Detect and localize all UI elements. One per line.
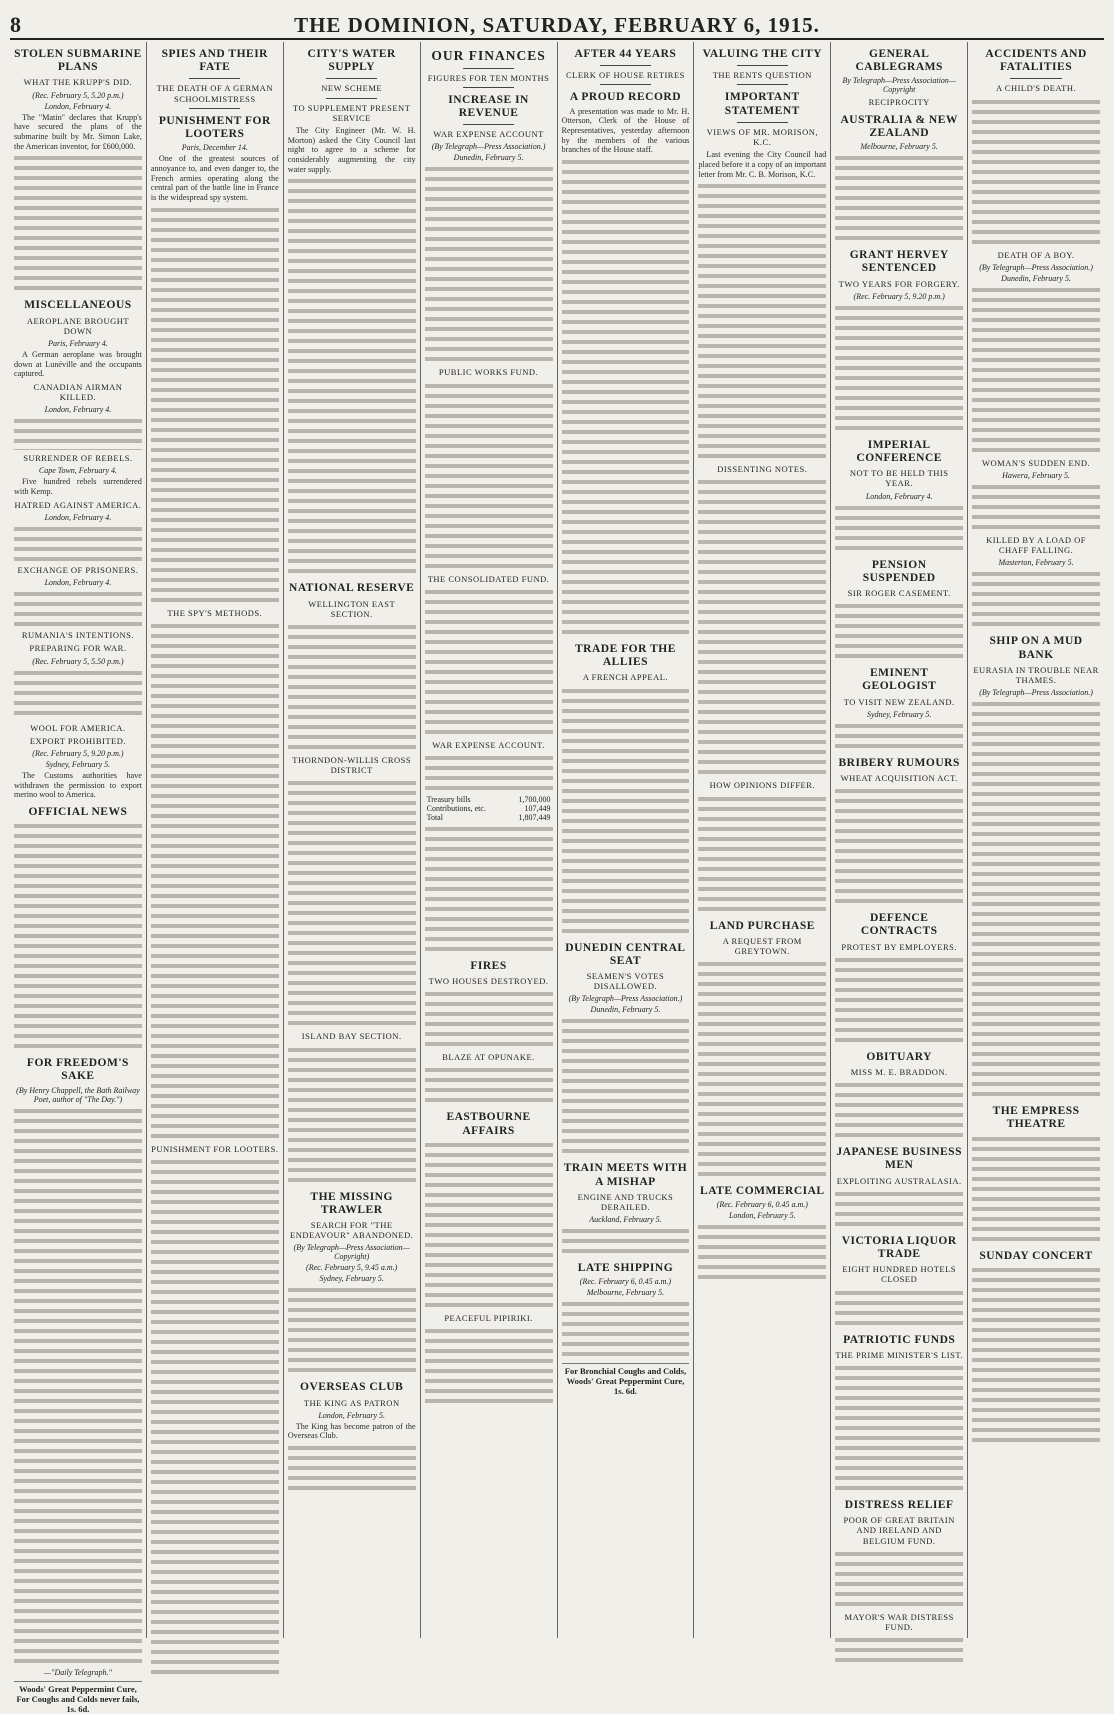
article-body-text [835, 1080, 963, 1140]
article-paragraph: Five hundred rebels surrendered with Kemp. [14, 477, 142, 497]
article-body-text [562, 1299, 690, 1359]
headline: NATIONAL RESERVE [289, 582, 415, 595]
subheadline: FIGURES FOR TEN MONTHS [427, 72, 550, 83]
subheadline: HATRED AGAINST AMERICA. [14, 499, 142, 510]
article-body-text [425, 824, 553, 954]
headline: AUSTRALIA & NEW ZEALAND [840, 113, 958, 139]
dateline: London, February 5. [318, 1410, 386, 1420]
article-body-text [288, 1285, 416, 1375]
dateline: (By Telegraph—Press Association—Copyright) [293, 1243, 410, 1262]
subheadline: EXPLOITING AUSTRALASIA. [836, 1175, 962, 1186]
headline: GRANT HERVEY SENTENCED [849, 249, 949, 275]
article-paragraph: The Customs authorities have withdrawn the permission to export merino wool to America. [14, 770, 142, 800]
headline: ACCIDENTS AND FATALITIES [985, 48, 1087, 74]
dateline: (Rec. February 6, 0.45 a.m.) [716, 1200, 808, 1210]
article-body-text [972, 482, 1100, 532]
headline: INCREASE IN REVENUE [448, 93, 529, 119]
subheadline: RUMANIA'S INTENTIONS. [21, 630, 134, 641]
subheadline: PUBLIC WORKS FUND. [438, 367, 539, 378]
article-paragraph: The King has become patron of the Overseas Club. [287, 1421, 416, 1441]
article-paragraph: The "Matin" declares that Krupp's have secured the plans of the submarine built by Mr. Simon Lake, the American inventor, for £600,000. [14, 112, 142, 151]
dateline: (By Telegraph—Press Association.) [979, 688, 1093, 698]
dateline: Hawera, February 5. [1002, 471, 1071, 480]
subheadline: THE DEATH OF A GERMAN SCHOOLMISTRESS [156, 83, 273, 104]
subheadline: POOR OF GREAT BRITAIN AND IRELAND AND BELGIUM FUND. [843, 1515, 955, 1546]
subheadline: WELLINGTON EAST SECTION. [308, 598, 396, 619]
advertisement: Woods' Great Peppermint Cure, For Coughs and Colds never fails, 1s. 6d. [14, 1681, 142, 1714]
article-body-text [288, 1443, 416, 1493]
table-row [425, 795, 553, 804]
headline: STOLEN SUBMARINE PLANS [14, 48, 142, 74]
article-body-text [835, 1288, 963, 1328]
article-body-text [835, 153, 963, 243]
headline: LATE SHIPPING [577, 1262, 674, 1275]
subheadline: WAR EXPENSE ACCOUNT. [432, 739, 545, 750]
subheadline: A REQUEST FROM GREYTOWN. [722, 935, 802, 957]
dateline: London, February 4. [44, 101, 112, 111]
column-3 [284, 42, 421, 1638]
subheadline: THORNDON-WILLIS CROSS DISTRICT [292, 754, 412, 776]
column-2 [147, 42, 284, 1638]
article-body-text [288, 622, 416, 752]
headline: A PROUD RECORD [569, 91, 681, 104]
dateline: (By Henry Chappell, the Bath Railway Poet, author of "The Day.") [16, 1085, 140, 1104]
table-cell: Treasury bills [426, 794, 471, 804]
dateline: (Rec. February 5, 5.20 p.m.) [32, 90, 124, 100]
dateline: (Rec. February 5, 9.45 a.m.) [306, 1263, 398, 1273]
subheadline: WOOL FOR AMERICA. [30, 722, 126, 733]
headline: EASTBOURNE AFFAIRS [446, 1111, 531, 1137]
article-body-text [288, 176, 416, 576]
article-body-text [14, 153, 142, 293]
headline: EMINENT GEOLOGIST [862, 667, 937, 693]
divider [189, 78, 240, 79]
dateline: Paris, February 4. [48, 338, 108, 348]
subheadline: KILLED BY A LOAD OF CHAFF FALLING. [986, 535, 1086, 556]
dateline: (By Telegraph—Press Association.) [979, 262, 1093, 272]
headline: JAPANESE BUSINESS MEN [836, 1146, 962, 1172]
dateline: Paris, December 14. [181, 143, 248, 153]
dateline: London, February 4. [44, 405, 112, 415]
headline: OBITUARY [866, 1050, 932, 1063]
article-body-text [288, 1045, 416, 1185]
subheadline: DISSENTING NOTES. [717, 464, 808, 475]
subheadline: WHAT THE KRUPP'S DID. [23, 77, 133, 88]
headline: SPIES AND THEIR FATE [161, 48, 268, 74]
subheadline: WOMAN'S SUDDEN END. [982, 457, 1091, 468]
accounts-table [425, 795, 553, 822]
dateline: (Rec. February 5, 5.50 p.m.) [32, 656, 124, 666]
article-body-text [835, 1363, 963, 1493]
article-body-text [698, 1222, 826, 1282]
subheadline: WAR EXPENSE ACCOUNT [433, 129, 544, 140]
article-body-text [698, 181, 826, 461]
headline: FOR FREEDOM'S SAKE [26, 1057, 129, 1083]
headline: MISCELLANEOUS [24, 299, 132, 312]
table-row [425, 804, 553, 813]
article-body-text [835, 721, 963, 751]
divider [1010, 78, 1061, 79]
headline: SUNDAY CONCERT [979, 1249, 1093, 1262]
article-paragraph: A German aeroplane was brought down at Lunéville and the occupants captured. [14, 349, 142, 379]
subheadline: PREPARING FOR WAR. [29, 643, 127, 654]
article-body-text [562, 1016, 690, 1156]
article-body-text [425, 1065, 553, 1105]
article-body-text [425, 587, 553, 737]
article-body-text [288, 778, 416, 1028]
dateline: (Rec. February 6, 0.45 a.m.) [579, 1277, 672, 1287]
table-cell: 1,807,449 [518, 812, 551, 822]
headline: THE EMPRESS THEATRE [992, 1105, 1080, 1131]
columns [10, 42, 1104, 1714]
divider [326, 98, 377, 99]
dateline: Sydney, February 5. [319, 1274, 384, 1284]
headline: VICTORIA LIQUOR TRADE [841, 1234, 957, 1261]
headline: IMPERIAL CONFERENCE [856, 438, 942, 464]
dateline: Dunedin, February 5. [1001, 273, 1071, 283]
table-cell: Total [426, 812, 443, 822]
subheadline: TO SUPPLEMENT PRESENT SERVICE [292, 102, 411, 123]
dateline: London, February 5. [728, 1211, 796, 1221]
article-body-text [972, 569, 1100, 629]
subheadline: MISS M. E. BRADDON. [850, 1067, 948, 1077]
dateline: London, February 4. [865, 491, 933, 501]
divider [737, 84, 788, 85]
subheadline: EXPORT PROHIBITED. [29, 735, 127, 746]
subheadline: HOW OPINIONS DIFFER. [709, 780, 816, 791]
column-8 [968, 42, 1104, 1638]
dateline: (Rec. February 5, 9.20 p.m.) [32, 748, 124, 758]
subheadline: EXCHANGE OF PRISONERS. [17, 565, 139, 576]
headline: CITY'S WATER SUPPLY [307, 48, 396, 74]
headline: VALUING THE CITY [702, 48, 823, 60]
subheadline: PROTEST BY EMPLOYERS. [841, 941, 957, 952]
subheadline: TWO YEARS FOR FORGERY. [838, 278, 960, 289]
subheadline: AEROPLANE BROUGHT DOWN [26, 315, 130, 336]
article-body-text [151, 621, 279, 1141]
article-paragraph: A presentation was made to Mr. H. Otterson, Clerk of the House of Representatives, yesterday afternoon by the members of the various branches of the House staff. [561, 106, 690, 155]
article-body-text [151, 1157, 279, 1677]
article-body-text [698, 794, 826, 914]
subheadline: EURASIA IN TROUBLE NEAR THAMES. [973, 664, 1099, 685]
dateline: Sydney, February 5. [45, 759, 111, 769]
headline: TRADE FOR THE ALLIES [575, 642, 676, 669]
article-body-text [562, 1226, 690, 1256]
article-body-text [835, 503, 963, 553]
subheadline: A FRENCH APPEAL. [582, 672, 669, 683]
headline: OFFICIAL NEWS [28, 805, 128, 818]
article-body-text [425, 164, 553, 364]
subheadline: SIR ROGER CASEMENT. [847, 587, 951, 598]
subheadline: MAYOR'S WAR DISTRESS FUND. [844, 1611, 954, 1632]
dateline: Melbourne, February 5. [860, 142, 938, 152]
subheadline: THE CONSOLIDATED FUND. [427, 573, 550, 584]
table-row [425, 813, 553, 822]
column-7 [831, 42, 968, 1638]
subheadline: WHEAT ACQUISITION ACT. [840, 772, 958, 783]
subheadline: NOT TO BE HELD THIS YEAR. [849, 468, 949, 489]
dateline: (By Telegraph—Press Association.) [568, 994, 683, 1004]
article-body-text [562, 686, 690, 936]
article-body-text [14, 524, 142, 562]
dateline: Dunedin, February 5. [453, 153, 524, 163]
subheadline: CANADIAN AIRMAN KILLED. [33, 381, 123, 403]
article-paragraph: Last evening the City Council had placed before it a copy of an important letter from Mr. C. B. Morison, K.C. [698, 150, 827, 179]
article-body-text [425, 1140, 553, 1310]
subheadline: TWO HOUSES DESTROYED. [428, 976, 549, 987]
subheadline: SEARCH FOR "THE ENDEAVOUR" ABANDONED. [290, 1219, 414, 1241]
dateline: Cape Town, February 4. [38, 466, 118, 476]
subheadline: DEATH OF A BOY. [997, 249, 1075, 260]
headline: PUNISHMENT FOR LOOTERS [158, 114, 271, 141]
headline: AFTER 44 YEARS [574, 48, 677, 60]
divider [189, 108, 240, 109]
article-body-text [835, 786, 963, 906]
article-body-text [835, 1635, 963, 1665]
headline: DISTRESS RELIEF [844, 1499, 954, 1512]
dateline: —"Daily Telegraph." [44, 1667, 112, 1677]
headline: FIRES [470, 959, 507, 972]
headline: PATRIOTIC FUNDS [843, 1333, 956, 1346]
dateline: (Rec. February 5, 9.20 p.m.) [853, 291, 945, 301]
headline: LAND PURCHASE [709, 919, 815, 932]
headline: PENSION SUSPENDED [862, 558, 936, 584]
headline: OVERSEAS CLUB [300, 1381, 404, 1394]
dateline: Melbourne, February 5. [586, 1288, 665, 1298]
subheadline: THE PRIME MINISTER'S LIST. [835, 1349, 964, 1360]
column-4 [421, 42, 558, 1638]
divider [737, 65, 788, 66]
article-paragraph: The City Engineer (Mr. W. H. Morton) asked the City Council last night to agree to a scheme for considerably augmenting the city water supply. [287, 126, 416, 174]
table-cell: 1,700,000 [518, 794, 551, 804]
column-5 [558, 42, 695, 1638]
masthead [10, 4, 1104, 40]
article-body-text [425, 753, 553, 793]
table-cell: 107,449 [524, 803, 551, 813]
article-body-text [972, 699, 1100, 1099]
headline: BRIBERY RUMOURS [838, 756, 960, 769]
article-body-text [151, 205, 279, 605]
article-body-text [972, 1265, 1100, 1445]
subheadline: THE RENTS QUESTION [712, 70, 812, 81]
subheadline: THE KING AS PATRON [303, 1397, 400, 1408]
dateline: London, February 4. [44, 513, 112, 523]
article-body-text [698, 959, 826, 1179]
headline: GENERAL CABLEGRAMS [855, 48, 943, 74]
advertisement: For Bronchial Coughs and Colds, Woods' Great Peppermint Cure, 1s. 6d. [562, 1363, 690, 1396]
headline: LATE COMMERCIAL [700, 1185, 825, 1198]
article-body-text [698, 477, 826, 777]
headline: THE MISSING TRAWLER [310, 1190, 393, 1216]
headline: DEFENCE CONTRACTS [860, 912, 938, 938]
dateline: By Telegraph—Press Association—Copyright [842, 76, 956, 95]
headline: IMPORTANT STATEMENT [724, 91, 800, 117]
article-body-text [835, 601, 963, 661]
subheadline: SURRENDER OF REBELS. [23, 453, 133, 464]
subheadline: ISLAND BAY SECTION. [301, 1031, 402, 1042]
divider [600, 84, 651, 85]
dateline: Masterton, February 5. [998, 558, 1074, 568]
divider [463, 87, 514, 88]
subheadline: ENGINE AND TRUCKS DERAILED. [577, 1191, 674, 1213]
table-cell: Contributions, etc. [426, 803, 486, 813]
article-body-text [425, 1326, 553, 1406]
divider [463, 124, 514, 125]
headline: TRAIN MEETS WITH A MISHAP [563, 1162, 688, 1188]
subheadline: THE SPY'S METHODS. [167, 607, 263, 618]
divider [326, 78, 377, 79]
article-body-text [835, 1549, 963, 1609]
subheadline: SEAMEN'S VOTES DISALLOWED. [586, 971, 665, 992]
article-body-text [972, 97, 1100, 247]
subheadline: RECIPROCITY [868, 97, 930, 108]
page-number: 8 [10, 12, 21, 37]
headline: SHIP ON A MUD BANK [989, 635, 1083, 661]
column-6 [694, 42, 831, 1638]
article-body-text [972, 1134, 1100, 1244]
dateline: Auckland, February 5. [589, 1215, 662, 1225]
subheadline: BLAZE AT OPUNAKE. [442, 1052, 535, 1063]
article-body-text [972, 285, 1100, 455]
subheadline: NEW SCHEME [321, 83, 383, 94]
article-body-text [562, 157, 690, 637]
subheadline: CLERK OF HOUSE RETIRES [565, 70, 685, 81]
article-body-text [14, 668, 142, 720]
article-body-text [14, 416, 142, 450]
dateline: (By Telegraph—Press Association.) [431, 142, 546, 152]
dateline: London, February 4. [44, 578, 112, 588]
article-body-text [14, 821, 142, 1051]
subheadline: PEACEFUL PIPIRIKI. [444, 1312, 533, 1323]
article-body-text [14, 589, 142, 627]
subheadline: VIEWS OF MR. MORISON, K.C. [706, 126, 818, 148]
headline: DUNEDIN CENTRAL SEAT [565, 941, 686, 967]
newspaper-title: THE DOMINION, SATURDAY, FEBRUARY 6, 1915. [294, 13, 820, 37]
dateline: Sydney, February 5. [866, 709, 932, 719]
article-body-text [835, 303, 963, 433]
column-1 [10, 42, 147, 1714]
headline: OUR FINANCES [431, 48, 546, 63]
article-body-text [425, 989, 553, 1049]
article-body-text [835, 1189, 963, 1229]
article-body-text [835, 955, 963, 1045]
subheadline: EIGHT HUNDRED HOTELS CLOSED [842, 1264, 957, 1285]
subheadline: PUNISHMENT FOR LOOTERS. [151, 1143, 279, 1154]
divider [737, 122, 788, 123]
subheadline: TO VISIT NEW ZEALAND. [843, 696, 955, 707]
subheadline: A CHILD'S DEATH. [995, 83, 1077, 94]
article-body-text [425, 381, 553, 571]
article-body-text [14, 1106, 142, 1666]
divider [463, 68, 514, 69]
divider [600, 65, 651, 66]
article-paragraph: One of the greatest sources of annoyance to, and even danger to, the French armies operating along the central part of the battle line in France is the widespread spy system. [150, 154, 279, 202]
dateline: Dunedin, February 5. [590, 1005, 661, 1015]
